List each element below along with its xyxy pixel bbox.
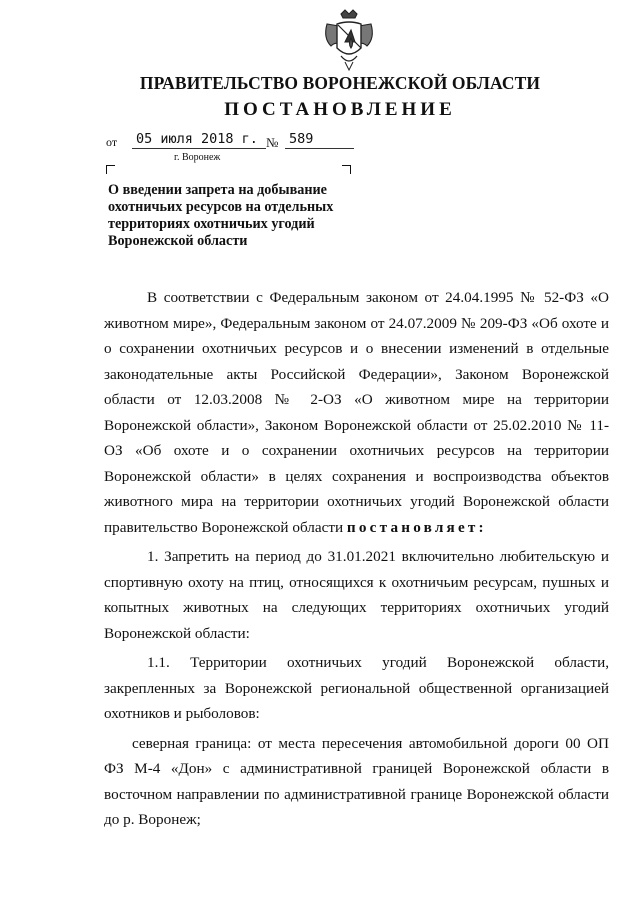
document-type: ПОСТАНОВЛЕНИЕ bbox=[224, 99, 456, 120]
number-label: № bbox=[266, 135, 279, 150]
government-name: ПРАВИТЕЛЬСТВО ВОРОНЕЖСКОЙ ОБЛАСТИ bbox=[139, 73, 541, 93]
title-corner-left bbox=[106, 165, 115, 174]
document-body bbox=[104, 285, 609, 833]
clause-1-1: 1.1. Территории охотничьих угодий Воронежской области, закрепленных за Воронежской региональной общественной организацией охотников и рыболовов: bbox=[104, 654, 609, 722]
date-from-label: от bbox=[106, 135, 118, 149]
document-number: 589 bbox=[285, 131, 354, 149]
coat-of-arms-emblem bbox=[321, 8, 377, 72]
north-boundary-paragraph: северная граница: от места пересечения автомобильной дороги 00 ОП ФЗ М-4 «Дон» с административной границей Воронежской области в восточном направлении по административной границе Воронежской области до р. Воронеж; bbox=[104, 734, 609, 828]
document-date: 05 июля 2018 г. bbox=[132, 131, 266, 149]
preamble-paragraph bbox=[104, 285, 609, 540]
preamble-text: В соответствии с Федеральным законом от 24.04.1995 № 52-ФЗ «О животном мире», Федеральным законом от 24.07.2009 № 209-ФЗ «Об охоте и о сохранении охотничьих ресурсов и о внесении изменений в отдельные законодательные акты Российской Федерации», Законом Воронежской области от 12.03.2008 № 2-ОЗ «О животном мире на территории Воронежской области», Законом Воронежской области от 25.02.2010 № 11-ОЗ «Об охоте и о сохранении охотничьих ресурсов на территории Воронежской области» в целях сохранения и воспроизводства объектов животного мира на территории охотничьих угодий Воронежской области правительство Воронежской области bbox=[104, 289, 609, 536]
document-title: О введении запрета на добывание охотничьих ресурсов на отдельных территориях охотничьих угодий Воронежской области bbox=[108, 182, 334, 249]
title-corner-right bbox=[342, 165, 351, 174]
clause-1: 1. Запретить на период до 31.01.2021 включительно любительскую и спортивную охоту на птиц, относящихся к охотничьим ресурсам, пушных и копытных животных на следующих территориях охотничьих угодий Воронежской области: bbox=[104, 548, 609, 642]
decree-word: постановляет: bbox=[346, 518, 487, 536]
city-label: г. Воронеж bbox=[174, 152, 221, 163]
